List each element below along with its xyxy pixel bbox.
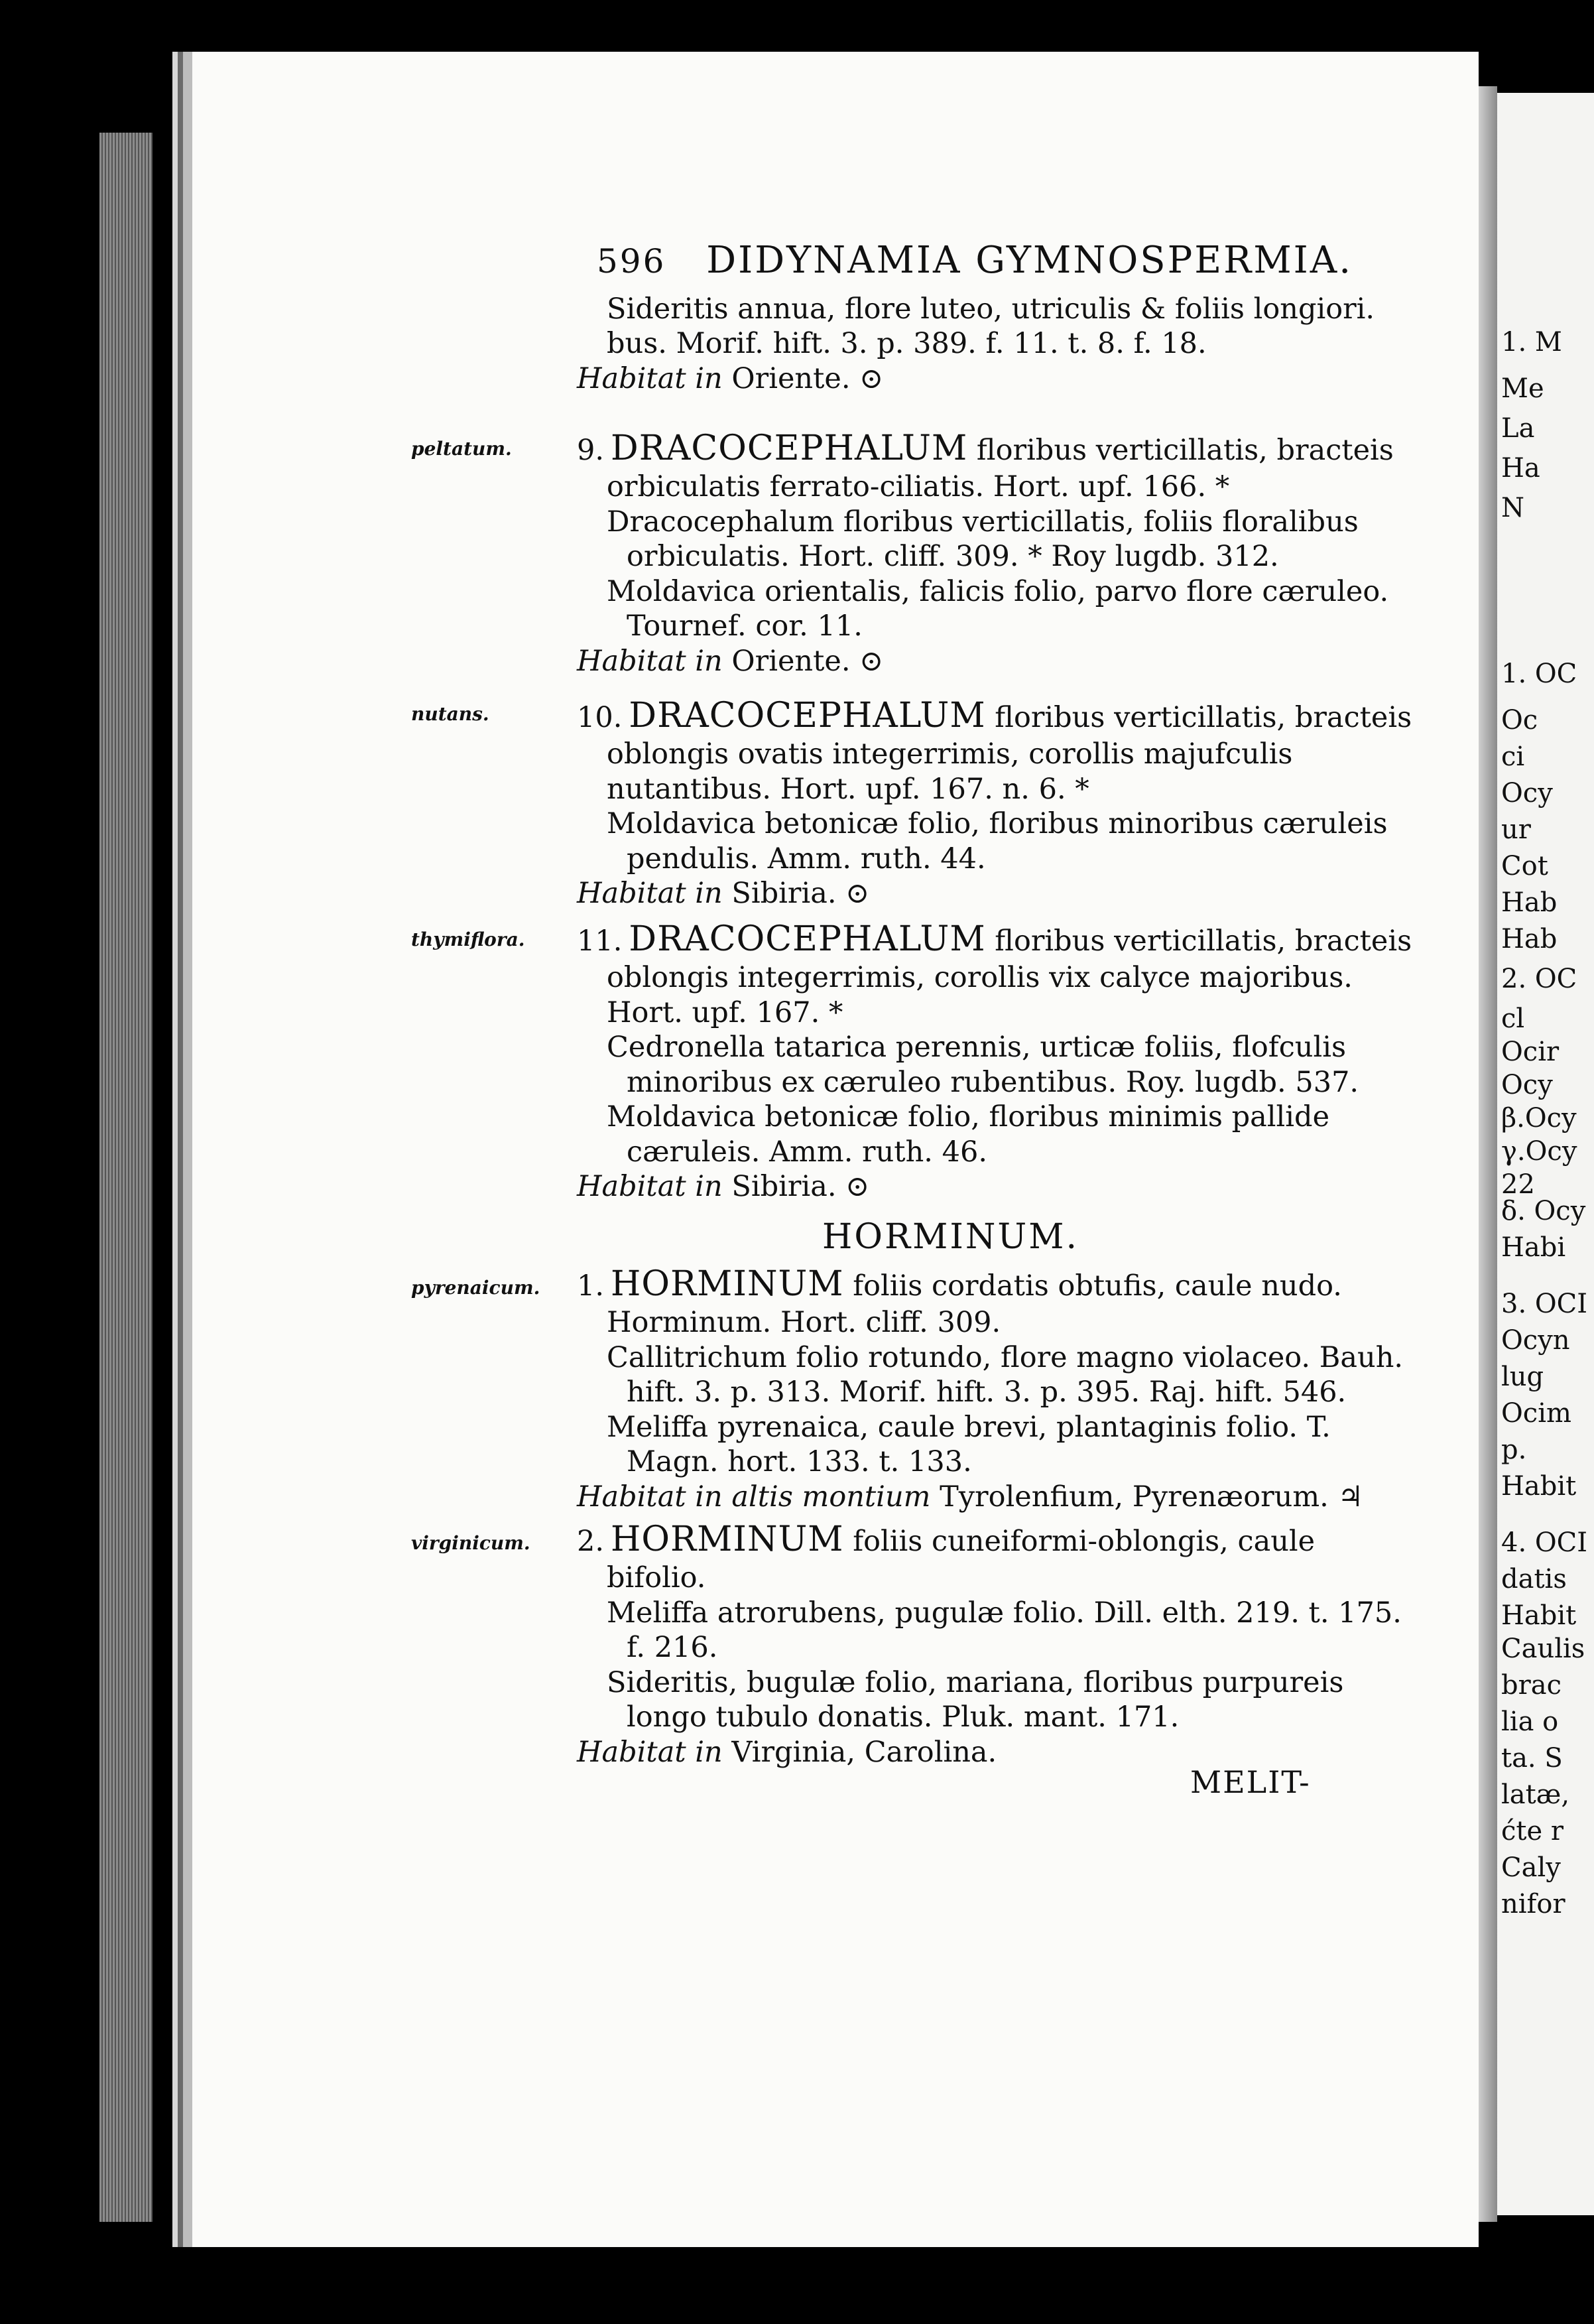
right-page-line: cl (1501, 1003, 1525, 1034)
species-entry (577, 1519, 1412, 1770)
habitat-line: Habitat in altis montium Tyrolenfium, Pyrenæorum. ♃ (577, 1480, 1364, 1514)
right-page-line: Ocy (1501, 1070, 1553, 1100)
right-page-line: Habi (1501, 1232, 1566, 1263)
synonym: Cedronella tatarica perennis, urticæ foliis, flofculis minoribus ex cæruleo rubentibus. Roy. lugdb. 537. (607, 1031, 1359, 1099)
right-page-line: lia o (1501, 1707, 1559, 1737)
species-entry (577, 1263, 1412, 1514)
book-page-right-fragment (1497, 93, 1594, 2215)
right-page-line: Habit (1501, 1471, 1577, 1502)
right-page-line: Hab (1501, 887, 1558, 918)
right-page-line: Habit (1501, 1600, 1577, 1631)
right-page-line: Caulis (1501, 1634, 1585, 1664)
running-header (597, 239, 1353, 282)
entry-lead: 11. DRACOCEPHALUM floribus verticillatis, bracteis oblongis integerrimis, corollis vix calyce majoribus. Hort. upf. 167. * (577, 919, 1412, 1029)
right-page-line: 1. M (1501, 327, 1562, 357)
right-page-line: 3. OCI (1501, 1289, 1588, 1319)
right-page-line: N (1501, 493, 1524, 523)
synonym: Moldavica betonicæ folio, floribus minoribus cæruleis pendulis. Amm. ruth. 44. (607, 807, 1388, 875)
synonym: Horminum. Hort. cliff. 309. (607, 1306, 1001, 1340)
species-epithet: virginicum. (411, 1532, 530, 1554)
right-page-line: ćte r (1501, 1816, 1563, 1846)
species-entry (577, 695, 1412, 911)
right-page-line: γ.Ocy (1501, 1136, 1577, 1167)
entry-lead: 2. HORMINUM foliis cuneiformi-oblongis, caule bifolio. (577, 1519, 1316, 1595)
habitat-line: Habitat in Oriente. ⊙ (577, 644, 884, 678)
synonym: Moldavica orientalis, falicis folio, parvo flore cæruleo. Tournef. cor. 11. (607, 574, 1389, 643)
species-entry (577, 428, 1412, 678)
species-epithet: peltatum. (411, 438, 512, 460)
species-entry (577, 919, 1412, 1204)
right-page-line: Ocim (1501, 1398, 1571, 1429)
right-page-line: nifor (1501, 1889, 1565, 1919)
right-page-line: p. (1501, 1435, 1527, 1465)
synonym: Meliffa atrorubens, pugulæ folio. Dill. elth. 219. t. 175. f. 216. (607, 1596, 1402, 1665)
synonym: Dracocephalum floribus verticillatis, foliis floralibus orbiculatis. Hort. cliff. 309. * Roy lugdb. 312. (607, 505, 1359, 574)
right-page-line: Ha (1501, 453, 1540, 484)
book-gutter (1479, 86, 1497, 2222)
right-page-line: La (1501, 413, 1535, 444)
species-epithet: nutans. (411, 703, 489, 725)
catchword: MELIT- (1190, 1764, 1311, 1800)
synonym: Moldavica betonicæ folio, floribus minimis pallide cæruleis. Amm. ruth. 46. (607, 1100, 1330, 1169)
right-page-line: Cot (1501, 851, 1548, 881)
right-page-line: brac (1501, 1670, 1562, 1701)
right-page-line: lug (1501, 1362, 1544, 1392)
right-page-line: 2. OC (1501, 964, 1577, 994)
book-page-edges (99, 133, 153, 2222)
habitat-line: Habitat in Oriente. ⊙ (577, 361, 884, 395)
right-page-line: Oc (1501, 705, 1538, 736)
continuation-line: bus. Morif. hift. 3. p. 389. f. 11. t. 8. f. 18. (607, 327, 1207, 361)
right-page-line: 1. OC (1501, 659, 1577, 689)
habitat-line: Habitat in Virginia, Carolina. (577, 1735, 997, 1769)
continuation-block (577, 292, 1412, 396)
right-page-line: Caly (1501, 1852, 1561, 1883)
right-page-line: β.Ocy (1501, 1103, 1577, 1133)
species-epithet: thymiflora. (411, 929, 525, 950)
habitat-line: Habitat in Sibiria. ⊙ (577, 1170, 870, 1204)
right-page-line: 22 (1501, 1169, 1535, 1200)
right-page-line: ur (1501, 814, 1531, 845)
synonym: Meliffa pyrenaica, caule brevi, plantaginis folio. T. Magn. hort. 133. t. 133. (607, 1410, 1331, 1479)
entry-lead: 1. HORMINUM foliis cordatis obtufis, caule nudo. (577, 1264, 1342, 1304)
right-page-line: Ocy (1501, 778, 1553, 808)
species-epithet: pyrenaicum. (411, 1277, 540, 1299)
right-page-line: ta. S (1501, 1743, 1563, 1774)
right-page-line: Hab (1501, 924, 1558, 954)
page-number: 596 (597, 242, 666, 281)
entry-lead: 10. DRACOCEPHALUM floribus verticillatis, bracteis oblongis ovatis integerrimis, corollis majufculis nutantibus. Hort. upf. 167. n. 6. * (577, 696, 1412, 806)
habitat-line: Habitat in Sibiria. ⊙ (577, 877, 870, 911)
section-title: HORMINUM. (822, 1217, 1079, 1257)
synonym: Sideritis, bugulæ folio, mariana, floribus purpureis longo tubulo donatis. Pluk. mant. 171. (607, 1665, 1344, 1734)
entry-lead: 9. DRACOCEPHALUM floribus verticillatis, bracteis orbiculatis ferrato-ciliatis. Hort. upf. 166. * (577, 428, 1394, 504)
right-page-line: Ocyn (1501, 1325, 1570, 1356)
right-page-line: δ. Ocy (1501, 1196, 1586, 1226)
right-page-line: datis (1501, 1564, 1567, 1594)
right-page-line: 4. OCI (1501, 1527, 1588, 1558)
right-page-line: Ocir (1501, 1037, 1560, 1067)
right-page-line: Me (1501, 373, 1544, 404)
right-page-line: latæ, (1501, 1779, 1570, 1810)
right-page-line: ci (1501, 742, 1525, 772)
running-title: DIDYNAMIA GYMNOSPERMIA. (706, 239, 1353, 282)
continuation-line: Sideritis annua, flore luteo, utriculis & foliis longiori. (607, 292, 1375, 326)
synonym: Callitrichum folio rotundo, flore magno violaceo. Bauh. hift. 3. p. 313. Morif. hift. 3. p. 395. Raj. hift. 546. (607, 1340, 1404, 1409)
